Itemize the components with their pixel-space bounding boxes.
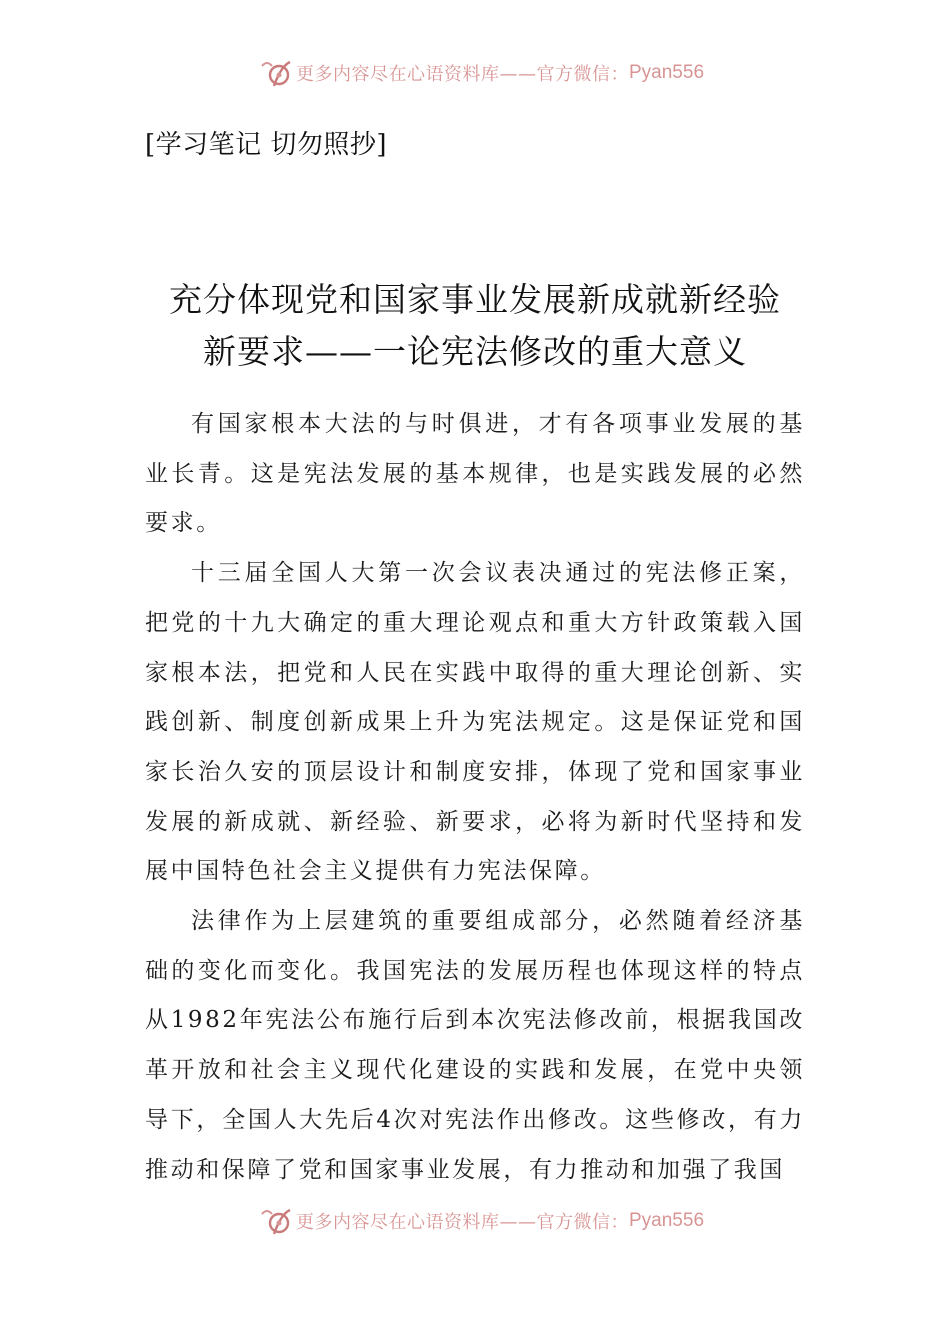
watermark-wechat-id: Pyan556 bbox=[629, 62, 705, 83]
article-body bbox=[145, 400, 805, 1195]
watermark-wechat-id: Pyan556 bbox=[629, 1210, 705, 1231]
paragraph: 十三届全国人大第一次会议表决通过的宪法修正案，把党的十九大确定的重大理论观点和重大方针政策载入国家根本法，把党和人民在实践中取得的重大理论创新、实践创新、制度创新成果上升为宪法规定。这是保证党和国家长治久安的顶层设计和制度安排，体现了党和国家事业发展的新成就、新经验、新要求，必将为新时代坚持和发展中国特色社会主义提供有力宪法保障。 bbox=[145, 560, 805, 885]
brand-logo-icon bbox=[258, 56, 294, 90]
title-line-2: 新要求——一论宪法修改的重大意义 bbox=[203, 332, 747, 371]
paragraph: 有国家根本大法的与时俱进，才有各项事业发展的基业长青。这是宪法发展的基本规律，也是实践发展的必然要求。 bbox=[145, 411, 805, 537]
article-title bbox=[100, 274, 850, 378]
footer-watermark bbox=[258, 1204, 704, 1238]
brand-logo-icon bbox=[258, 1204, 294, 1238]
watermark-text: 更多内容尽在心语资料库——官方微信： bbox=[296, 64, 629, 85]
watermark-text: 更多内容尽在心语资料库——官方微信： bbox=[296, 1212, 629, 1233]
title-line-1: 充分体现党和国家事业发展新成就新经验 bbox=[169, 280, 781, 319]
paragraph: 法律作为上层建筑的重要组成部分，必然随着经济基础的变化而变化。我国宪法的发展历程也体现这样的特点从1982年宪法公布施行后到本次宪法修改前，根据我国改革开放和社会主义现代化建设的实践和发展，在党中央领导下，全国人大先后4次对宪法作出修改。这些修改，有力推动和保障了党和国家事业发展，有力推动和加强了我国 bbox=[145, 908, 805, 1183]
header-watermark bbox=[258, 56, 704, 90]
study-note-label: [学习笔记 切勿照抄] bbox=[145, 130, 388, 160]
